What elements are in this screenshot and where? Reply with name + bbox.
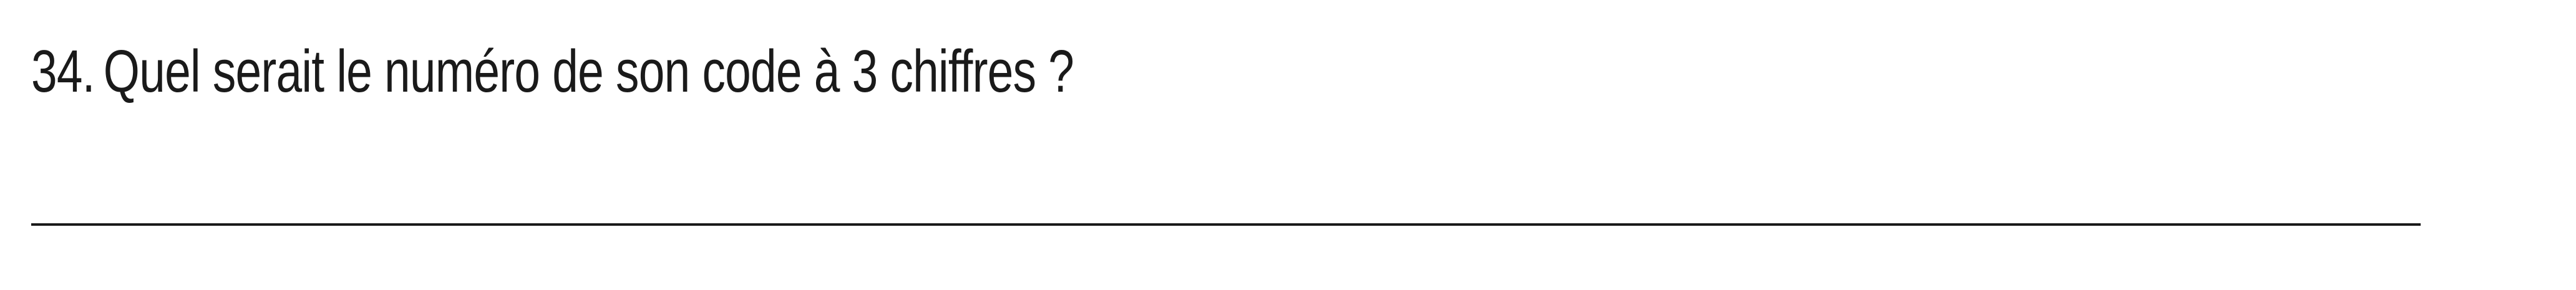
answer-line[interactable] <box>31 223 2421 226</box>
question-text: Quel serait le numéro de son code à 3 chiffres ? <box>103 38 1074 105</box>
question <box>31 34 1074 109</box>
question-number: 34. <box>31 38 95 105</box>
